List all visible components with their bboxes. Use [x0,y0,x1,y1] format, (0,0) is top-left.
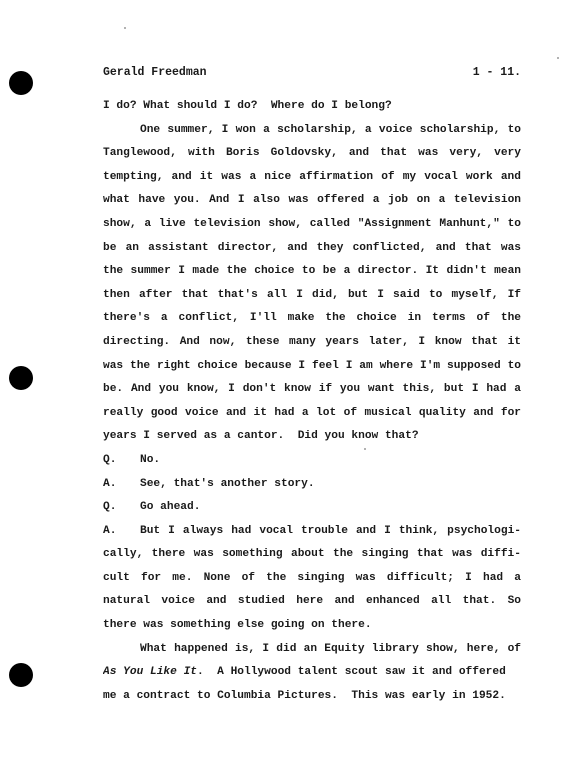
text-line: What happened is, I did an Equity library show, here, of [140,642,521,655]
binder-hole-top [9,71,33,95]
scan-speck [557,57,559,59]
text-line-rest: . A Hollywood talent scout saw it and offered [197,666,506,679]
text-line: the summer I made the choice to be a director. It didn't mean [103,265,521,278]
binder-hole-bottom [9,663,33,687]
text-line: was the right choice because I feel I am where I'm supposed to [103,359,521,372]
text-line: then after that that's all I did, but I said to myself, If [103,288,521,301]
text-line: natural voice and studied here and enhanced all that. So [103,595,521,608]
text-line: cult for me. None of the singing was difficult; I had a [103,571,521,584]
text-line: cally, there was something about the singing that was diffi- [103,548,521,561]
text-line: show, a live television show, called "Assignment Manhunt," to [103,217,521,230]
header-interviewee-name: Gerald Freedman [103,66,207,79]
question-label: Q. [103,453,117,466]
answer-text: But I always had vocal trouble and I think, psychologi- [140,524,521,537]
answer-line [103,473,521,497]
question-line [103,449,521,473]
text-line: there was something else going on there. [103,619,372,632]
page-header [103,66,521,84]
answer-label: A. [103,477,117,490]
text-line [103,661,521,685]
text-line: me a contract to Columbia Pictures. This was early in 1952. [103,689,506,702]
scan-speck [124,27,126,29]
question-text: No. [140,453,161,466]
answer-line [103,520,521,544]
text-line: there's a conflict, I'll make the choice in terms of the [103,312,521,325]
text-line: really good voice and it had a lot of musical quality and for [103,406,521,419]
question-label: Q. [103,501,117,514]
text-line: I do? What should I do? Where do I belong? [103,100,392,112]
header-page-number: 1 - 11. [472,66,521,79]
play-title: As You Like It [103,666,197,679]
text-line: One summer, I won a scholarship, a voice scholarship, to [140,123,521,136]
answer-label: A. [103,524,117,537]
transcript-body [103,95,521,708]
text-line: years I served as a cantor. Did you know that? [103,430,419,443]
text-line: be an assistant director, and they conflicted, and that was [103,241,521,254]
binder-hole-middle [9,366,33,390]
text-line: directing. And now, these many years later, I know that it [103,335,521,348]
text-line: be. And you know, I don't know if you want this, but I had a [103,383,521,396]
question-text: Go ahead. [140,501,201,514]
answer-text: See, that's another story. [140,477,315,490]
text-line: tempting, and it was a nice affirmation of my vocal work and [103,170,521,183]
text-line: what have you. And I also was offered a job on a television [103,194,521,207]
text-line: Tanglewood, with Boris Goldovsky, and that was very, very [103,147,521,160]
question-line [103,496,521,520]
